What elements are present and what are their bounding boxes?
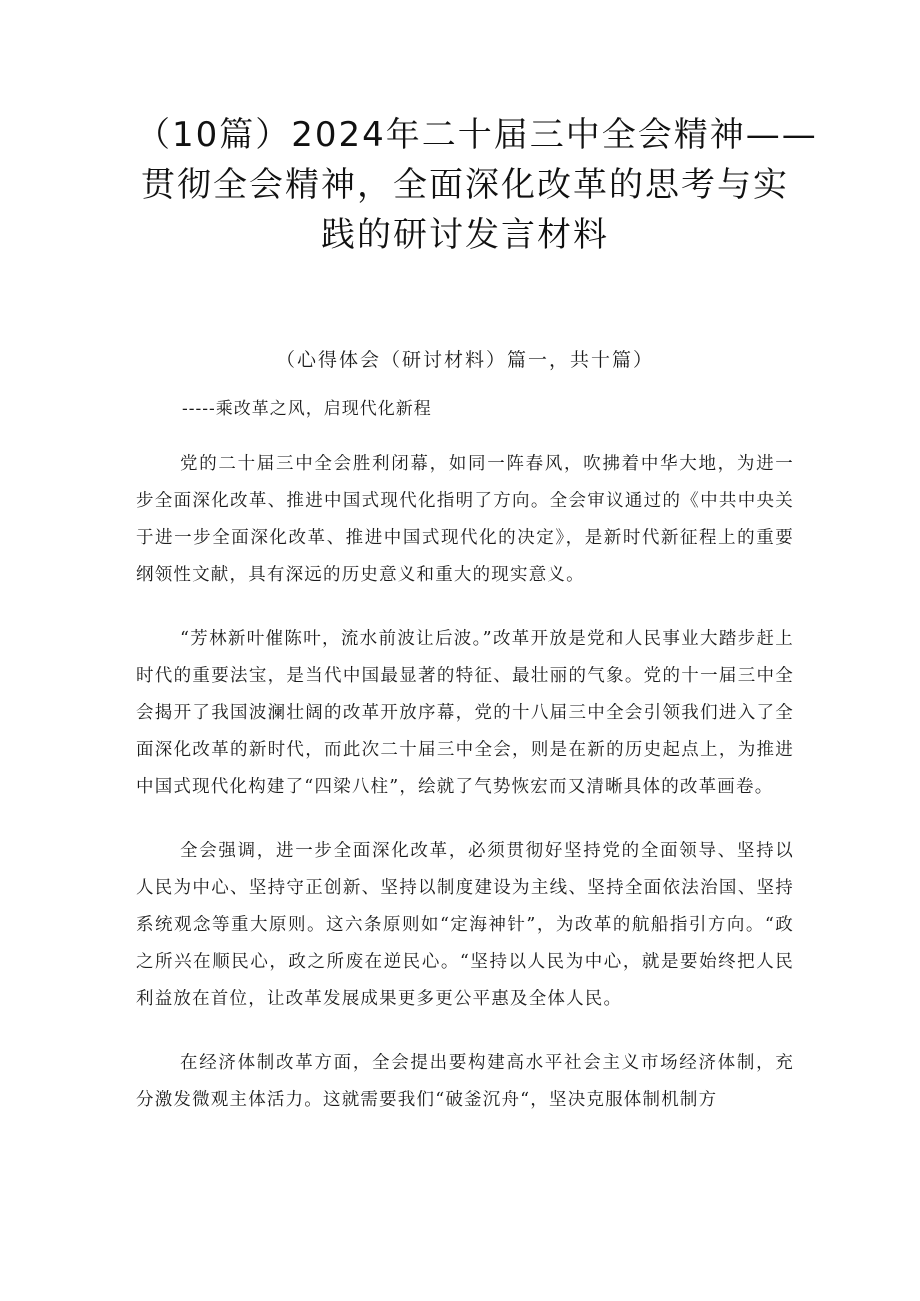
body-paragraph-2: “芳林新叶催陈叶，流水前波让后波。”改革开放是党和人民事业大踏步赶上时代的重要法宝，是当代中国最显著的特征、最壮丽的气象。党的十一届三中全会揭开了我国波澜壮阔的改革开放序幕，党的十八届三中全会引领我们进入了全面深化改革的新时代，而此次二十届三中全会，则是在新的历史起点上，为推进中国式现代化构建了“四梁八柱”，绘就了气势恢宏而又清晰具体的改革画卷。 — [136, 629, 794, 797]
title-line-2: 贯彻全会精神，全面深化改革的思考与实 — [141, 165, 789, 205]
document-subtitle: （心得体会（研讨材料）篇一，共十篇） — [275, 349, 654, 371]
title-line-1: （10篇）2024年二十届三中全会精神—— — [136, 115, 818, 155]
section-tagline: -----乘改革之风，启现代化新程 — [182, 399, 432, 419]
body-paragraph-1: 党的二十届三中全会胜利闭幕，如同一阵春风，吹拂着中华大地，为进一步全面深化改革、推进中国式现代化指明了方向。全会审议通过的《中共中央关于进一步全面深化改革、推进中国式现代化的决定》，是新时代新征程上的重要纲领性文献，具有深远的历史意义和重大的现实意义。 — [136, 454, 794, 585]
title-line-3: 践的研讨发言材料 — [321, 215, 609, 255]
body-paragraph-3: 全会强调，进一步全面深化改革，必须贯彻好坚持党的全面领导、坚持以人民为中心、坚持守正创新、坚持以制度建设为主线、坚持全面依法治国、坚持系统观念等重大原则。这六条原则如“定海神针”，为改革的航船指引方向。“政之所兴在顺民心，政之所废在逆民心。“坚持以人民为中心，就是要始终把人民利益放在首位，让改革发展成果更多更公平惠及全体人民。 — [136, 841, 794, 1009]
body-paragraph-4: 在经济体制改革方面，全会提出要构建高水平社会主义市场经济体制，充分激发微观主体活力。这就需要我们“破釜沉舟“，坚决克服体制机制方 — [136, 1053, 794, 1110]
document-title — [136, 110, 818, 260]
